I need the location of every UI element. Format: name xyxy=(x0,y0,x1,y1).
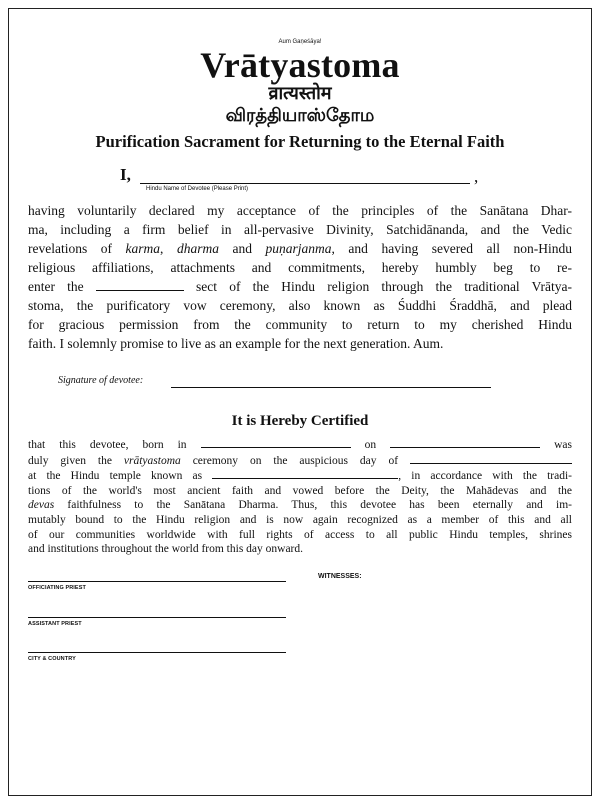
devotee-name-caption: Hindu Name of Devotee (Please Print) xyxy=(146,186,249,192)
cert-text: faithfulness to the Sanātana Dharma. Thus, this devotee has been eternally and im- xyxy=(54,499,572,512)
sect-field[interactable] xyxy=(96,279,184,291)
officials-section xyxy=(28,573,572,693)
devanagari-title: व्रात्यस्तोम xyxy=(268,83,332,104)
devotee-signature-field[interactable] xyxy=(171,387,491,388)
name-prefix: I, xyxy=(120,165,131,184)
cert-line: and institutions throughout the world from this day onward. xyxy=(28,543,304,556)
assistant-priest-field[interactable] xyxy=(28,617,286,618)
cert-text: duly given the xyxy=(28,454,124,467)
name-suffix: , xyxy=(474,167,479,186)
pledge-text: enter the xyxy=(28,279,84,294)
cert-text: ceremony on the auspicious day of xyxy=(180,454,399,467)
cert-line: tions of the world's most ancient faith and vowed before the Deity, the Mahādevas and the xyxy=(28,484,572,497)
signature-label: Signature of devotee: xyxy=(58,375,144,386)
certification-heading: It is Hereby Certified xyxy=(231,413,369,429)
temple-name-field[interactable] xyxy=(212,468,398,479)
term-dharma: dharma xyxy=(176,241,219,256)
term-karma: karma xyxy=(125,241,161,256)
ceremony-date-field[interactable] xyxy=(410,453,572,464)
devotee-name-row xyxy=(28,165,572,199)
devotee-signature-row xyxy=(28,369,572,395)
officiating-priest-label: OFFICIATING PRIEST xyxy=(28,584,86,591)
cert-line xyxy=(28,453,572,469)
assistant-priest-label: ASSISTANT PRIEST xyxy=(28,620,82,627)
cert-line xyxy=(28,468,572,484)
pledge-line xyxy=(28,277,572,296)
pledge-line: stoma, the purificatory vow ceremony, also known as Śuddhi Śraddhā, and plead xyxy=(28,298,572,313)
pledge-line: faith. I solemnly promise to live as an example for the next generation. Aum. xyxy=(28,336,444,351)
cert-text: was xyxy=(554,439,573,451)
tamil-title: விரத்தியாஸ்தோம xyxy=(225,105,375,126)
city-country-label: CITY & COUNTRY xyxy=(28,655,76,662)
birthdate-field[interactable] xyxy=(390,437,540,448)
cert-line: of our communities worldwide with full rights of access to all public Hindu temples, shrines xyxy=(28,528,572,541)
cert-line: mutably bound to the Hindu religion and is now again recognized as a member of this and all xyxy=(28,513,572,526)
pledge-line: for gracious permission from the community to return to my cherished Hindu xyxy=(28,317,572,332)
witnesses-label: WITNESSES: xyxy=(318,572,362,580)
pledge-line: having voluntarily declared my acceptance of the principles of the Sanātana Dhar- xyxy=(28,203,572,218)
city-country-field[interactable] xyxy=(28,652,286,653)
pledge-text: revelations of xyxy=(28,241,126,256)
pledge-line: religious affiliations, attachments and commitments, hereby humbly beg to re- xyxy=(28,260,572,275)
certification-paragraph xyxy=(28,437,572,557)
cert-line xyxy=(28,498,572,513)
term-vratyastoma: vrātyastoma xyxy=(123,454,181,467)
cert-text: that this devotee, born in xyxy=(28,439,187,451)
certificate-form xyxy=(28,30,572,693)
term-devas: devas xyxy=(28,499,55,512)
pledge-text: , and having severed all non-Hindu xyxy=(331,241,572,256)
pledge-paragraph xyxy=(28,201,572,353)
cert-text: on xyxy=(364,439,377,451)
pledge-text: , xyxy=(160,241,177,256)
pledge-line: ma, including a firm belief in all-pervasive Divinity, Satchidānanda, and the Vedic xyxy=(28,222,572,237)
birthplace-field[interactable] xyxy=(201,437,351,448)
pledge-text: sect of the Hindu religion through the traditional Vrātya- xyxy=(196,279,573,294)
cert-text: , in accordance with the tradi- xyxy=(398,470,572,483)
officiating-priest-field[interactable] xyxy=(28,581,286,582)
cert-text: at the Hindu temple known as xyxy=(28,470,203,483)
cert-line xyxy=(28,437,572,453)
document-subtitle: Purification Sacrament for Returning to the Eternal Faith xyxy=(95,132,505,151)
devotee-name-field[interactable] xyxy=(140,183,470,184)
invocation: Aum Gaṇeśāya! xyxy=(278,39,322,45)
pledge-line xyxy=(28,239,572,258)
document-title: Vrātyastoma xyxy=(200,45,400,85)
term-punarjanma: puṇarjanma xyxy=(265,241,332,256)
pledge-text: and xyxy=(218,241,266,256)
